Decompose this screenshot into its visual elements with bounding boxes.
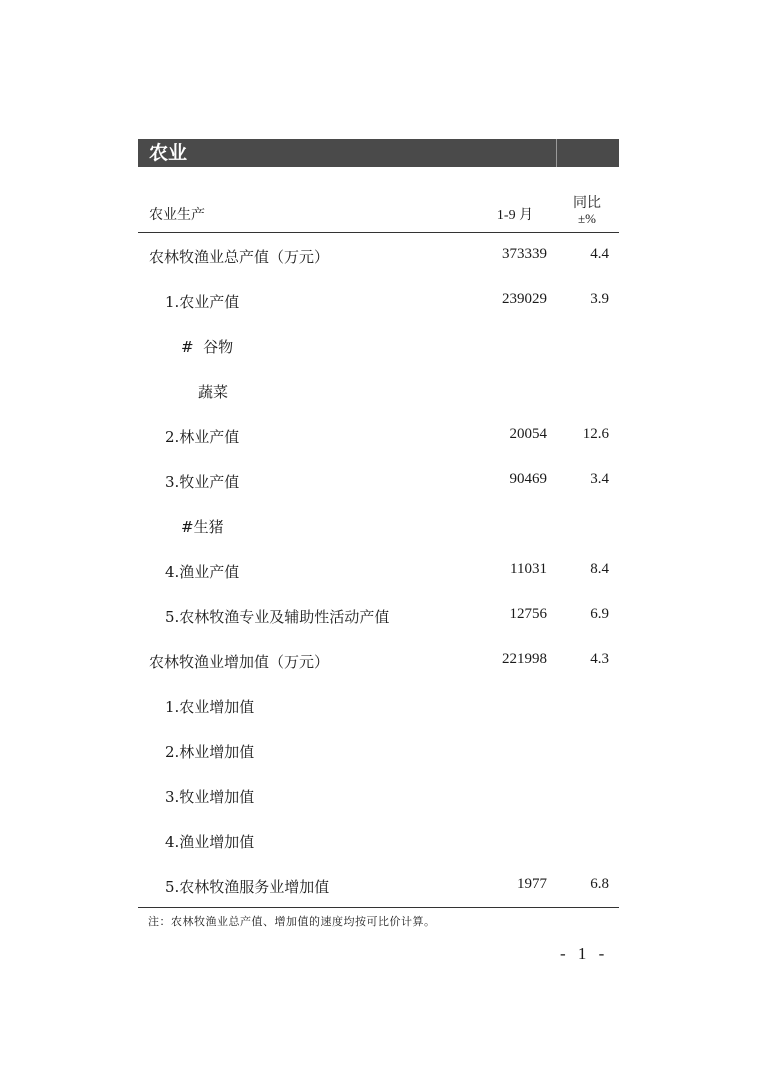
row-name: 5.农林牧渔专业及辅助性活动产值	[165, 608, 390, 626]
row-yoy: 8.4	[590, 561, 609, 577]
table-row	[138, 516, 619, 540]
row-yoy: 6.8	[590, 876, 609, 892]
row-yoy: 6.9	[590, 606, 609, 622]
table-row	[138, 606, 619, 630]
row-name: # 谷物	[181, 338, 234, 356]
row-value: 12756	[509, 606, 547, 622]
row-name: 农林牧渔业总产值（万元）	[149, 248, 330, 266]
row-name: #生猪	[181, 518, 224, 536]
row-yoy: 3.9	[590, 291, 609, 307]
row-name: 2.林业增加值	[165, 743, 255, 761]
header-rule	[138, 232, 619, 233]
table-row	[138, 381, 619, 405]
table-row	[138, 741, 619, 765]
table-row	[138, 696, 619, 720]
bottom-rule	[138, 907, 619, 908]
section-title-bar	[138, 139, 619, 167]
row-yoy: 3.4	[590, 471, 609, 487]
header-period: 1-9 月	[496, 208, 534, 223]
row-value: 11031	[510, 561, 547, 577]
row-yoy: 4.3	[590, 651, 609, 667]
row-yoy: 4.4	[590, 246, 609, 262]
row-name: 蔬菜	[198, 383, 229, 401]
header-label: 农业生产	[149, 207, 205, 223]
header-yoy-title: 同比	[573, 195, 601, 211]
table-row	[138, 246, 619, 270]
row-value: 20054	[509, 426, 547, 442]
table-row	[138, 876, 619, 900]
row-value: 221998	[502, 651, 547, 667]
row-name: 3.牧业产值	[165, 473, 240, 491]
row-yoy: 12.6	[582, 426, 609, 442]
row-name: 3.牧业增加值	[165, 788, 255, 806]
row-name: 2.林业产值	[165, 428, 240, 446]
footnote: 注：农林牧渔业总产值、增加值的速度均按可比价计算。	[148, 915, 436, 928]
row-value: 1977	[517, 876, 547, 892]
table-row	[138, 336, 619, 360]
row-name: 1.农业增加值	[165, 698, 255, 716]
table-row	[138, 561, 619, 585]
row-value: 90469	[509, 471, 547, 487]
header-yoy	[564, 194, 610, 228]
table-row	[138, 471, 619, 495]
table-row	[138, 831, 619, 855]
table-row	[138, 426, 619, 450]
table-row	[138, 651, 619, 675]
table-row	[138, 786, 619, 810]
row-name: 4.渔业产值	[165, 563, 240, 581]
row-name: 4.渔业增加值	[165, 833, 255, 851]
page-number: - 1 -	[560, 944, 609, 963]
row-name: 1.农业产值	[165, 293, 240, 311]
section-title: 农业	[149, 142, 188, 164]
row-value: 239029	[502, 291, 547, 307]
header-yoy-unit: ±%	[578, 211, 596, 226]
table-row	[138, 291, 619, 315]
row-value: 373339	[502, 246, 547, 262]
row-name: 农林牧渔业增加值（万元）	[149, 653, 330, 671]
row-name: 5.农林牧渔服务业增加值	[165, 878, 330, 896]
